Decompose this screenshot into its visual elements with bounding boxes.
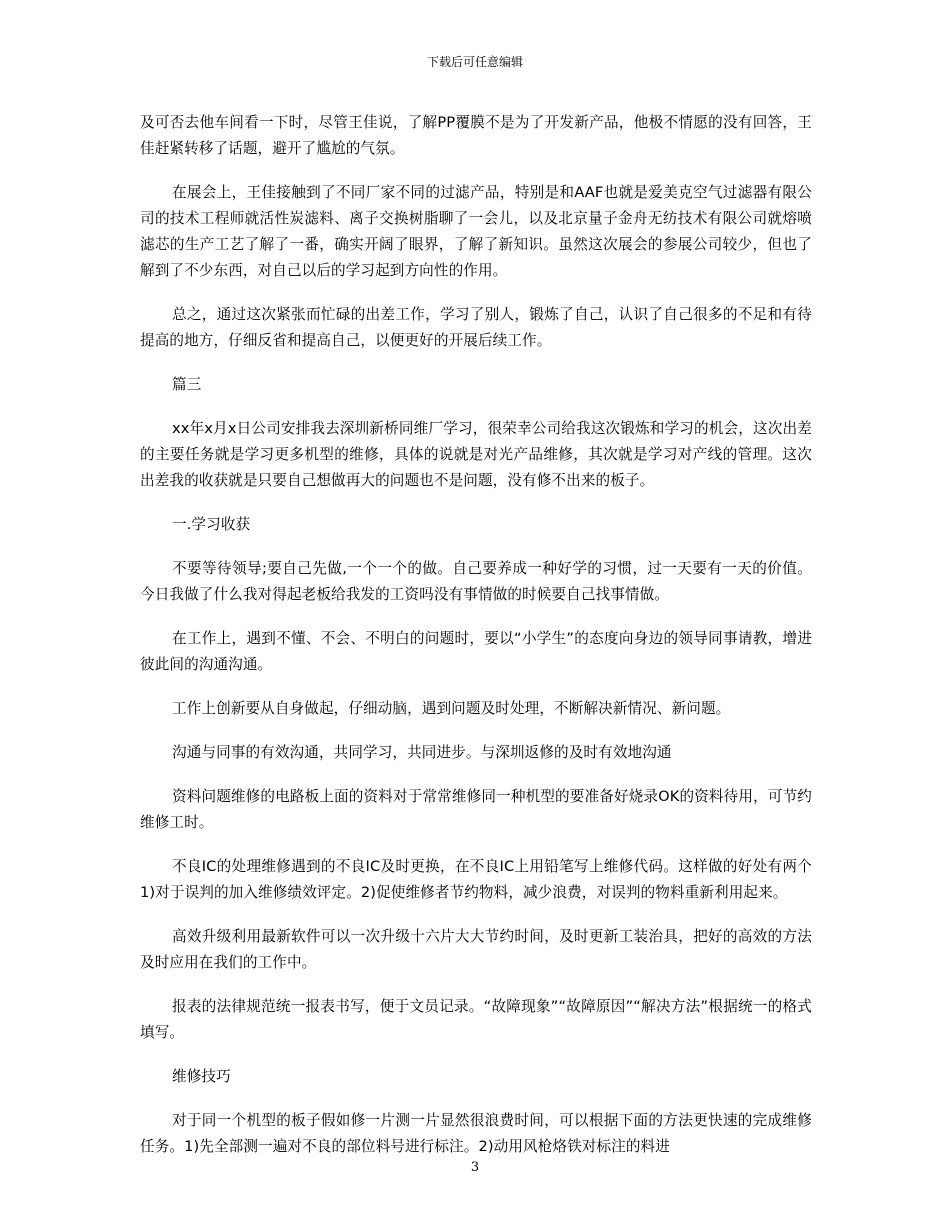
paragraph: 沟通与同事的有效沟通，共同学习，共同进步。与深圳返修的及时有效地沟通 xyxy=(172,744,672,761)
paragraph: 在工作上，遇到不懂、不会、不明白的问题时，要以“小学生”的态度向身边的领导同事请教，增进彼此间的沟通沟通。 xyxy=(140,630,812,673)
paragraph: 一.学习收获 xyxy=(172,516,251,533)
paragraph: 及可否去他车间看一下时，尽管王佳说，了解PP覆膜不是为了开发新产品，他极不情愿的没有回答，王佳赶紧转移了话题，避开了尴尬的气氛。 xyxy=(140,114,812,157)
paragraph: 总之，通过这次紧张而忙碌的出差工作，学习了别人，锻炼了自己，认识了自己很多的不足和有待提高的地方，仔细反省和提高自己，以便更好的开展后续工作。 xyxy=(140,306,812,349)
paragraph: 篇三 xyxy=(172,376,202,393)
paragraph: xx年x月x日公司安排我去深圳新桥同维厂学习，很荣幸公司给我这次锻炼和学习的机会，这次出差的主要任务就是学习更多机型的维修，具体的说就是对光产品维修，其次就是学习对产线的管理。这次出差我的收获就是只要自己想做再大的问题也不是问题，没有修不出来的板子。 xyxy=(140,420,812,489)
page-header: 下载后可任意编辑 xyxy=(426,55,523,69)
paragraph: 报表的法律规范统一报表书写，便于文员记录。“故障现象”“故障原因”“解决方法”根据统一的格式填写。 xyxy=(140,998,812,1041)
paragraph: 高效升级利用最新软件可以一次升级十六片大大节约时间，及时更新工装治具，把好的高效的方法及时应用在我们的工作中。 xyxy=(140,928,812,971)
paragraph: 维修技巧 xyxy=(172,1068,231,1085)
page-number: 3 xyxy=(470,1160,480,1175)
paragraph: 在展会上，王佳接触到了不同厂家不同的过滤产品，特别是和AAF也就是爱美克空气过滤器有限公司的技术工程师就活性炭滤料、离子交换树脂聊了一会儿，以及北京量子金舟无纺技术有限公司就熔喷滤芯的生产工艺了解了一番，确实开阔了眼界，了解了新知识。虽然这次展会的参展公司较少，但也了解到了不少东西，对自己以后的学习起到方向性的作用。 xyxy=(140,184,812,279)
paragraph: 资料问题维修的电路板上面的资料对于常常维修同一种机型的要准备好烧录OK的资料待用，可节约维修工时。 xyxy=(140,788,812,831)
document-body xyxy=(140,110,812,1178)
paragraph: 不良IC的处理维修遇到的不良IC及时更换，在不良IC上用铅笔写上维修代码。这样做的好处有两个1)对于误判的加入维修绩效评定。2)促使维修者节约物料，减少浪费，对误判的物料重新利用起来。 xyxy=(140,858,812,901)
paragraph: 工作上创新要从自身做起，仔细动脑，遇到问题及时处理，不断解决新情况、新问题。 xyxy=(172,700,731,717)
paragraph: 对于同一个机型的板子假如修一片测一片显然很浪费时间，可以根据下面的方法更快速的完成维修任务。1)先全部测一遍对不良的部位料号进行标注。2)动用风枪烙铁对标注的料进 xyxy=(140,1112,812,1155)
paragraph: 不要等待领导;要自己先做,一个一个的做。自己要养成一种好学的习惯，过一天要有一天的价值。今日我做了什么我对得起老板给我发的工资吗没有事情做的时候要自己找事情做。 xyxy=(140,560,812,603)
